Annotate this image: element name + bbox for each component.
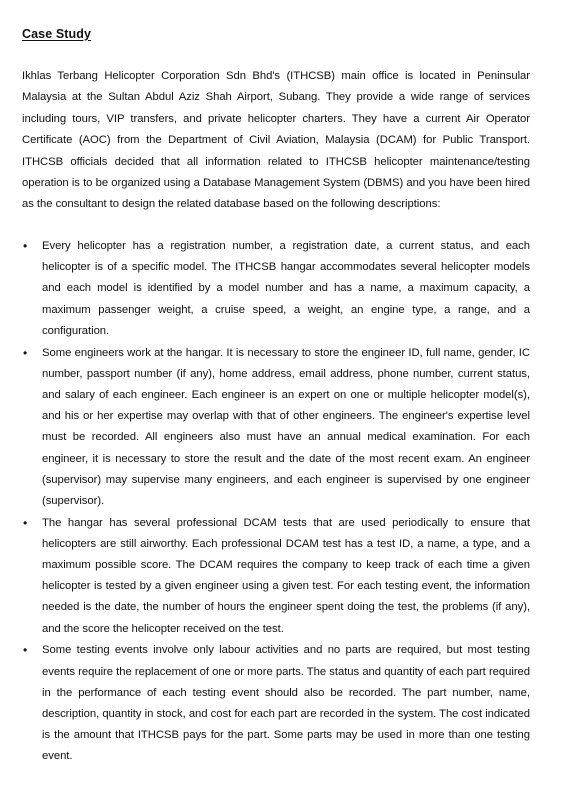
list-item-text: Every helicopter has a registration number, a registration date, a current status, and each helicopter is of a specific model. The ITHCSB hangar accommodates several helicopter models and each model is identified by a model number and has a name, a maximum capacity, a maximum passenger weight, a cruise speed, a weight, an engine type, a range, and a configuration. bbox=[42, 240, 530, 337]
bullet-icon: • bbox=[23, 345, 28, 360]
intro-paragraph: Ikhlas Terbang Helicopter Corporation Sdn Bhd's (ITHCSB) main office is located in Peninsular Malaysia at the Sultan Abdul Aziz Shah Airport, Subang. They provide a wide range of services including tours, VIP transfers, and private helicopter charters. They have a current Air Operator Certificate (AOC) from the Department of Civil Aviation, Malaysia (DCAM) for Public Transport. ITHCSB officials decided that all information related to ITHCSB helicopter maintenance/testing operation is to be organized using a Database Management System (DBMS) and you have been hired as the consultant to design the related database based on the following descriptions: bbox=[22, 70, 530, 211]
bullet-icon: • bbox=[23, 239, 28, 253]
list-item-text: Some testing events involve only labour activities and no parts are required, but most testing events require the replacement of one or more parts. The status and quantity of each part required in the performance of each testing event should also be recorded. The part number, name, description, quantity in stock, and cost for each part are recorded in the system. The cost indicated is the amount that ITHCSB pays for the part. Some parts may be used in more than one testing event. bbox=[42, 644, 530, 763]
list-item bbox=[22, 236, 530, 342]
case-study-heading: Case Study bbox=[22, 27, 92, 41]
requirements-list bbox=[22, 236, 530, 768]
list-item-text: The hangar has several professional DCAM tests that are used periodically to ensure that helicopters are still airworthy. Each professional DCAM test has a test ID, a name, a type, and a maximum possible score. The DCAM requires the company to keep track of each time a given helicopter is tested by a given engineer using a given test. For each testing event, the information needed is the date, the number of hours the engineer spent doing the test, the problems (if any), and the score the helicopter received on the test. bbox=[42, 516, 530, 635]
list-item bbox=[22, 513, 530, 640]
list-item-text: Some engineers work at the hangar. It is necessary to store the engineer ID, full name, gender, IC number, passport number (if any), home address, email address, phone number, current status, and salary of each engineer. Each engineer is an expert on one or multiple helicopter model(s), and his or her expertise may overlap with that of other engineers. The engineer's expertise level must be recorded. All engineers also must have an annual medical examination. For each engineer, it is necessary to store the result and the date of the most recent exam. An engineer (supervisor) may supervise many engineers, and each engineer is supervised by one engineer (supervisor). bbox=[42, 346, 530, 507]
bullet-icon: • bbox=[23, 643, 28, 658]
list-item bbox=[22, 343, 530, 513]
list-item bbox=[22, 640, 530, 767]
bullet-icon: • bbox=[23, 515, 28, 530]
